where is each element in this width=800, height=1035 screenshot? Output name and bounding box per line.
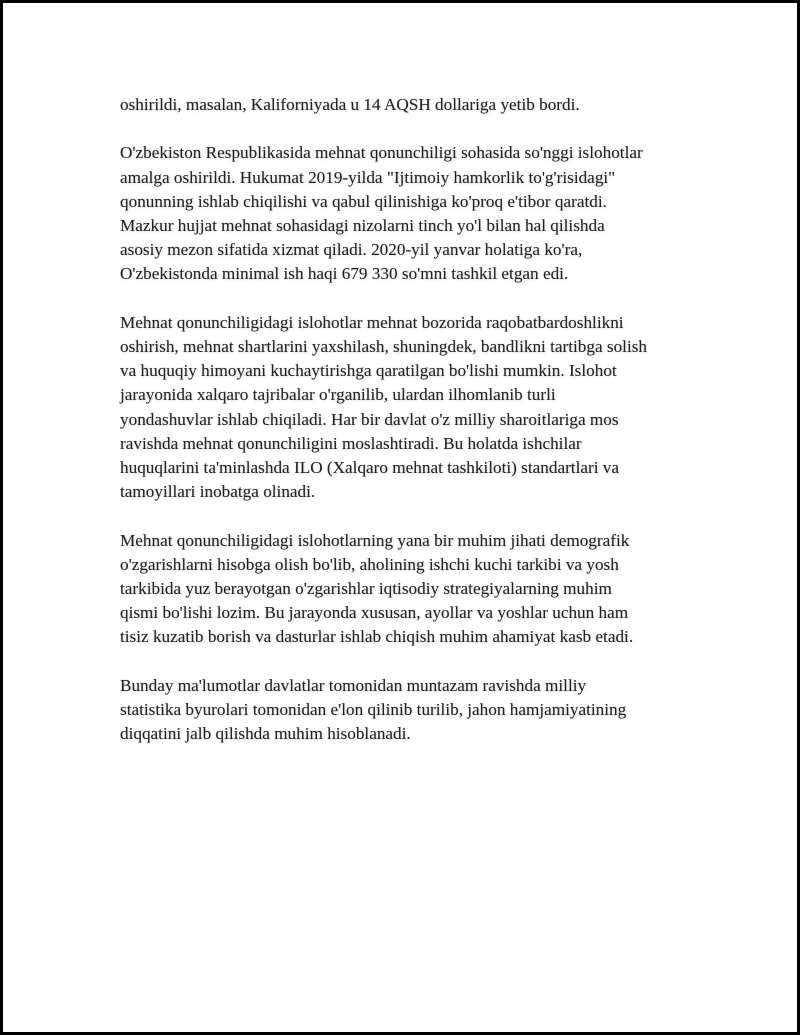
paragraph-4 xyxy=(120,529,700,650)
text-line: qonunning ishlab chiqilishi va qabul qilinishiga ko'proq e'tibor qaratdi. xyxy=(120,191,607,211)
paragraph-1 xyxy=(120,93,700,117)
paragraph-3 xyxy=(120,311,700,505)
text-line: ravishda mehnat qonunchiligini moslashtiradi. Bu holatda ishchilar xyxy=(120,433,582,453)
text-line: oshirildi, masalan, Kaliforniyada u 14 AQSH dollariga yetib bordi. xyxy=(120,95,580,114)
text-line: statistika byurolari tomonidan e'lon qilinib turilib, jahon hamjamiyatining xyxy=(120,700,627,720)
text-line: asosiy mezon sifatida xizmat qiladi. 2020-yil yanvar holatiga ko'ra, xyxy=(120,240,583,260)
text-line: Mehnat qonunchiligidagi islohotlarning yana bir muhim jihati demografik xyxy=(120,530,630,550)
document-body xyxy=(120,93,700,771)
paragraph-5 xyxy=(120,674,700,747)
text-line: Mazkur hujjat mehnat sohasidagi nizolarni tinch yo'l bilan hal qilishda xyxy=(120,216,605,235)
text-line: Bunday ma'lumotlar davlatlar tomonidan muntazam ravishda milliy xyxy=(120,675,587,695)
text-line: O'zbekistonda minimal ish haqi 679 330 so'mni tashkil etgan edi. xyxy=(120,264,569,284)
text-line: huquqlarini ta'minlashda ILO (Xalqaro mehnat tashkiloti) standartlari va xyxy=(120,458,619,478)
text-line: tisiz kuzatib borish va dasturlar ishlab chiqish muhim ahamiyat kasb etadi. xyxy=(120,627,634,647)
text-line: O'zbekiston Respublikasida mehnat qonunchiligi sohasida so'nggi islohotlar xyxy=(120,143,643,163)
text-line: va huquqiy himoyani kuchaytirishga qaratilgan bo'lishi mumkin. Islohot xyxy=(120,361,617,381)
text-line: tamoyillari inobatga olinadi. xyxy=(120,482,316,502)
text-line: tarkibida yuz berayotgan o'zgarishlar iqtisodiy strategiyalarning muhim xyxy=(120,579,612,599)
text-line: oshirish, mehnat shartlarini yaxshilash, shuningdek, bandlikni tartibga solish xyxy=(120,337,648,356)
text-line: amalga oshirildi. Hukumat 2019-yilda "Ijtimoiy hamkorlik to'g'risidagi" xyxy=(120,167,616,187)
text-line: Mehnat qonunchiligidagi islohotlar mehnat bozorida raqobatbardoshlikni xyxy=(120,312,624,332)
text-line: yondashuvlar ishlab chiqiladi. Har bir davlat o'z milliy sharoitlariga mos xyxy=(120,409,619,429)
paragraph-2 xyxy=(120,141,700,286)
text-line: o'zgarishlarni hisobga olish bo'lib, aholining ishchi kuchi tarkibi va yosh xyxy=(120,554,619,574)
text-line: diqqatini jalb qilishda muhim hisoblanadi. xyxy=(120,724,411,744)
text-line: qismi bo'lishi lozim. Bu jarayonda xususan, ayollar va yoshlar uchun ham xyxy=(120,603,629,623)
text-line: jarayonida xalqaro tajribalar o'rganilib, ulardan ilhomlanib turli xyxy=(120,385,556,405)
